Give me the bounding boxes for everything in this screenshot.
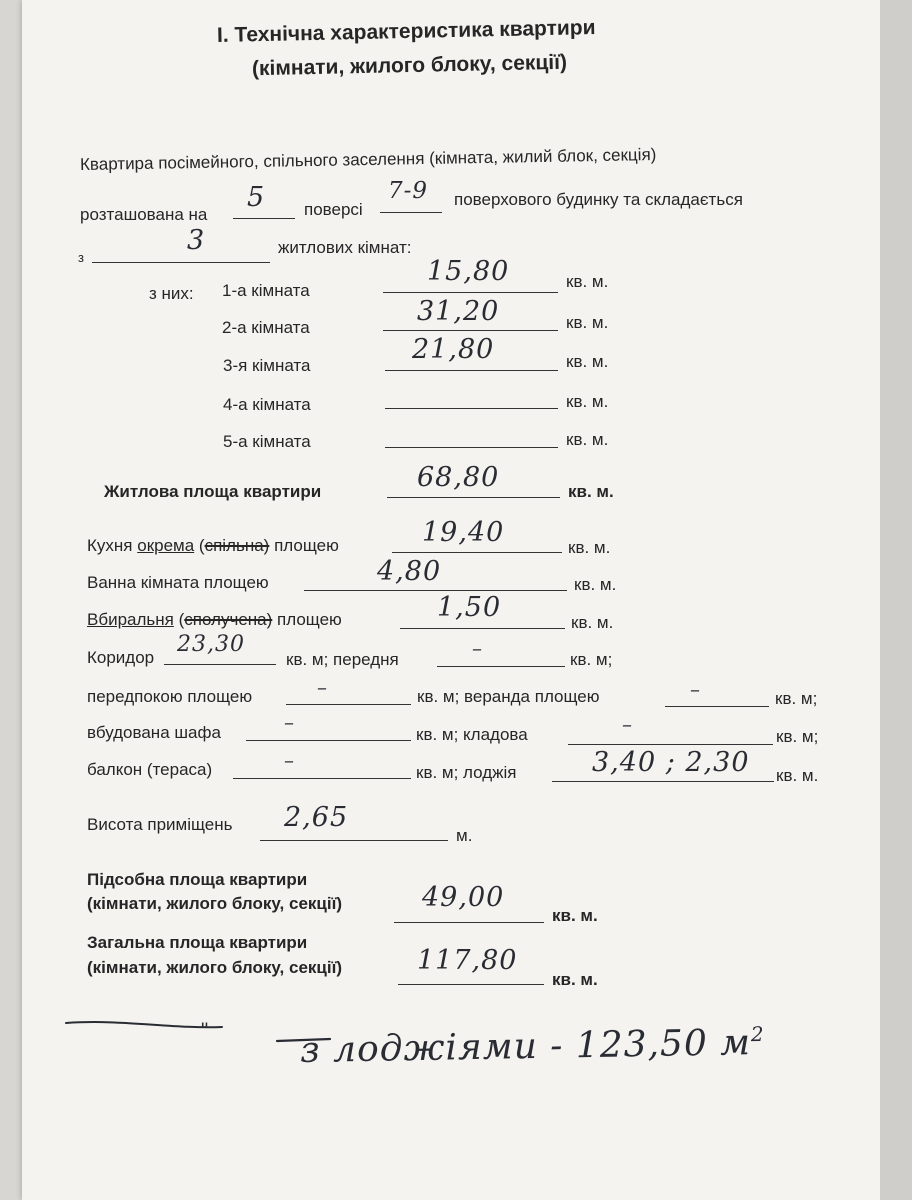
kitchen-label-e: площею xyxy=(269,536,339,555)
hall-line xyxy=(437,666,565,667)
intro-line-1: Квартира посімейного, спільного заселення (кімната, жилий блок, секція) xyxy=(79,144,657,175)
aux-area-line xyxy=(394,922,544,923)
page-subtitle: (кімнати, жилого блоку, секції) xyxy=(251,50,568,81)
toilet-label-a: Вбиральня xyxy=(87,610,174,629)
aux-area-value: 49,00 xyxy=(422,882,505,913)
corridor-label: Коридор xyxy=(87,648,155,667)
note-text xyxy=(300,1022,765,1071)
living-area-line xyxy=(387,497,560,498)
pantry-unit: кв. м; xyxy=(776,727,819,746)
room-2-label: 2-а кімната xyxy=(222,318,310,337)
kitchen-line xyxy=(392,552,562,553)
floor-line xyxy=(233,218,295,219)
height-label: Висота приміщень xyxy=(87,815,233,834)
toilet-label xyxy=(87,610,342,630)
room-4-label: 4-а кімната xyxy=(223,395,311,414)
pantry-value: – xyxy=(622,712,633,736)
total-area-value: 117,80 xyxy=(417,945,518,976)
living-area-value: 68,80 xyxy=(417,462,500,493)
total-area-line xyxy=(398,984,544,985)
room-1-line xyxy=(383,292,558,293)
note-ditto: " xyxy=(200,1018,211,1042)
kitchen-label-a: Кухня xyxy=(87,536,138,555)
veranda-value: – xyxy=(690,677,701,701)
anteroom-unit: кв. м; веранда площею xyxy=(417,687,600,706)
living-area-label: Житлова площа квартири xyxy=(104,482,322,501)
hall-value: – xyxy=(472,636,483,660)
toilet-label-b: ( xyxy=(173,610,185,629)
kitchen-unit: кв. м. xyxy=(568,538,611,557)
toilet-line xyxy=(400,628,565,629)
kitchen-value: 19,40 xyxy=(422,517,505,548)
kitchen-label-c: ( xyxy=(194,536,205,555)
note-superscript: 2 xyxy=(750,1021,765,1047)
wardrobe-label: вбудована шафа xyxy=(87,723,221,742)
anteroom-label: передпокою площею xyxy=(87,687,253,706)
veranda-unit: кв. м; xyxy=(775,689,818,708)
kitchen-label-shared: спільна) xyxy=(204,536,270,555)
rooms-count-value: 3 xyxy=(187,225,206,256)
room-3-label: 3-я кімната xyxy=(223,356,311,375)
aux-area-label-1: Підсобна площа квартири xyxy=(87,870,308,889)
bathroom-value: 4,80 xyxy=(377,556,442,587)
toilet-label-combined: сполучена) xyxy=(184,610,273,629)
of-them-label: з них: xyxy=(149,284,194,303)
toilet-unit: кв. м. xyxy=(571,613,614,632)
aux-area-label-2: (кімнати, жилого блоку, секції) xyxy=(87,894,343,913)
loggia-line xyxy=(552,781,774,782)
toilet-label-d: площею xyxy=(272,610,342,629)
room-4-unit: кв. м. xyxy=(566,392,609,411)
page-title: І. Технічна характеристика квартири xyxy=(216,16,596,47)
room-3-unit: кв. м. xyxy=(566,352,609,371)
corridor-line xyxy=(164,664,276,665)
room-5-line xyxy=(385,447,558,448)
kitchen-label-separate: окрема xyxy=(137,536,195,555)
storeys-line xyxy=(380,212,442,213)
wardrobe-value: – xyxy=(284,710,295,734)
room-2-line xyxy=(383,330,558,331)
anteroom-value: – xyxy=(317,675,328,699)
total-area-unit: кв. м. xyxy=(552,970,598,989)
height-line xyxy=(260,840,448,841)
floor-value: 5 xyxy=(247,182,266,213)
note-text-main: з лоджіями - 123,50 м xyxy=(299,1022,752,1072)
wardrobe-unit: кв. м; кладова xyxy=(416,725,528,744)
rooms-count-line xyxy=(92,262,270,263)
wardrobe-line xyxy=(246,740,411,741)
balcony-line xyxy=(233,778,411,779)
loggia-value: 3,40 ; 2,30 xyxy=(592,747,750,778)
hall-unit: кв. м; xyxy=(570,650,613,669)
corridor-value: 23,30 xyxy=(177,632,245,657)
corridor-unit: кв. м; передня xyxy=(286,650,399,669)
room-1-unit: кв. м. xyxy=(566,272,609,291)
room-5-label: 5-а кімната xyxy=(223,432,311,451)
storey-building-label: поверхового будинку та складається xyxy=(454,190,743,209)
balcony-value: – xyxy=(284,748,295,772)
height-unit: м. xyxy=(456,826,473,845)
pantry-line xyxy=(568,744,773,745)
bathroom-label: Ванна кімната площею xyxy=(87,573,269,592)
paper-shadow-edge xyxy=(880,0,912,1200)
document-page xyxy=(22,0,890,1200)
room-1-label: 1-а кімната xyxy=(222,281,310,300)
z-label: з xyxy=(78,250,84,265)
veranda-line xyxy=(665,706,769,707)
living-area-unit: кв. м. xyxy=(568,482,614,501)
room-3-line xyxy=(385,370,558,371)
room-3-value: 21,80 xyxy=(412,334,495,365)
room-5-unit: кв. м. xyxy=(566,430,609,449)
balcony-label: балкон (тераса) xyxy=(87,760,213,779)
toilet-value: 1,50 xyxy=(437,592,502,623)
kitchen-label xyxy=(87,536,339,556)
anteroom-line xyxy=(286,704,411,705)
room-1-value: 15,80 xyxy=(427,256,510,287)
balcony-unit: кв. м; лоджія xyxy=(416,763,517,782)
located-on-label: розташована на xyxy=(80,205,208,224)
total-area-label-1: Загальна площа квартири xyxy=(87,933,308,952)
bathroom-unit: кв. м. xyxy=(574,575,617,594)
room-4-line xyxy=(385,408,558,409)
aux-area-unit: кв. м. xyxy=(552,906,598,925)
storeys-value: 7-9 xyxy=(388,178,429,204)
height-value: 2,65 xyxy=(284,802,349,833)
floor-word: поверсі xyxy=(304,200,363,219)
total-area-label-2: (кімнати, жилого блоку, секції) xyxy=(87,958,343,977)
bathroom-line xyxy=(304,590,567,591)
room-2-value: 31,20 xyxy=(417,296,500,327)
room-2-unit: кв. м. xyxy=(566,313,609,332)
loggia-unit: кв. м. xyxy=(776,766,819,785)
living-rooms-label: житлових кімнат: xyxy=(278,238,412,257)
